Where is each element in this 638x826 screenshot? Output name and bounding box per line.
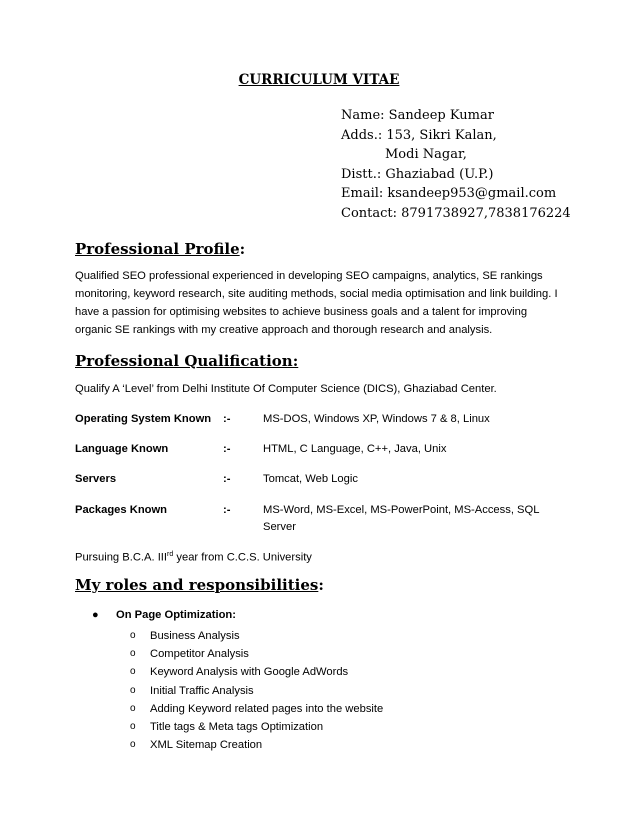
bullet-dot-icon: ● xyxy=(92,609,99,621)
qualification-key: Operating System Known xyxy=(75,413,212,425)
roles-heading xyxy=(75,576,324,594)
qualification-value: MS-DOS, Windows XP, Windows 7 & 8, Linux xyxy=(263,413,490,425)
contact-address-line1: Adds.: 153, Sikri Kalan, xyxy=(341,127,497,143)
roles-heading-text: My roles and responsibilities xyxy=(75,576,319,594)
pursuing-line xyxy=(75,546,565,567)
circle-bullet-icon: o xyxy=(130,630,136,641)
qualification-value: HTML, C Language, C++, Java, Unix xyxy=(263,443,447,455)
qualification-separator: :- xyxy=(223,473,231,485)
profile-text: Qualified SEO professional experienced in developing SEO campaigns, analytics, SE rankings monitoring, keyword research, site auditing methods, social media optimisation and link building. I have a passion for optimising websites to achieve business goals and a talent for improving organic SE rankings with my creative approach and thorough research and analysis. xyxy=(75,270,558,336)
list-item-text: XML Sitemap Creation xyxy=(150,739,263,752)
qualification-value: MS-Word, MS-Excel, MS-PowerPoint, MS-Access, SQL Server xyxy=(263,504,540,533)
list-item-text: Title tags & Meta tags Optimization xyxy=(150,720,324,733)
qualification-value: Tomcat, Web Logic xyxy=(263,473,358,485)
qualification-separator: :- xyxy=(223,504,231,516)
list-item-text: Competitor Analysis xyxy=(150,648,249,661)
profile-heading-colon: : xyxy=(239,240,246,258)
qualification-separator: :- xyxy=(223,413,231,425)
contact-block xyxy=(341,106,571,223)
pursuing-ordinal: rd xyxy=(167,551,174,558)
contact-name: Name: Sandeep Kumar xyxy=(341,108,494,123)
list-item-text: Business Analysis xyxy=(150,630,240,642)
qualification-key: Packages Known xyxy=(75,504,168,516)
qualification-intro: Qualify A ‘Level’ from Delhi Institute Of Computer Science (DICS), Ghaziabad Center. xyxy=(75,383,497,395)
qualification-separator: :- xyxy=(223,443,231,455)
circle-bullet-icon: o xyxy=(130,720,136,732)
qualification-key: Servers xyxy=(75,473,117,485)
pursuing-suffix: year from C.C.S. University xyxy=(173,551,312,564)
list-item-text: Initial Traffic Analysis xyxy=(150,684,254,697)
profile-heading xyxy=(75,240,245,258)
circle-bullet-icon: o xyxy=(130,684,136,696)
contact-address-line2: Modi Nagar, xyxy=(385,147,467,162)
role-item-label: On Page Optimization: xyxy=(116,609,236,621)
qualification-heading xyxy=(75,352,298,370)
list-item-text: Keyword Analysis with Google AdWords xyxy=(150,666,349,679)
roles-heading-colon: : xyxy=(318,576,324,594)
contact-district: Distt.: Ghaziabad (U.P.) xyxy=(341,166,494,182)
circle-bullet-icon: o xyxy=(130,739,136,751)
circle-bullet-icon: o xyxy=(130,666,136,678)
qualification-heading-text: Professional Qualification: xyxy=(75,352,299,370)
circle-bullet-icon: o xyxy=(130,648,136,660)
list-item-text: Adding Keyword related pages into the website xyxy=(150,702,384,715)
profile-heading-text: Professional Profile xyxy=(75,240,240,258)
pursuing-prefix: Pursuing B.C.A. III xyxy=(75,551,168,564)
contact-email: Email: ksandeep953@gmail.com xyxy=(341,186,557,201)
document-title: CURRICULUM VITAE xyxy=(238,72,400,88)
qualification-key: Language Known xyxy=(75,443,169,455)
circle-bullet-icon: o xyxy=(130,702,136,714)
contact-phone: Contact: 8791738927,7838176224 xyxy=(341,205,571,221)
